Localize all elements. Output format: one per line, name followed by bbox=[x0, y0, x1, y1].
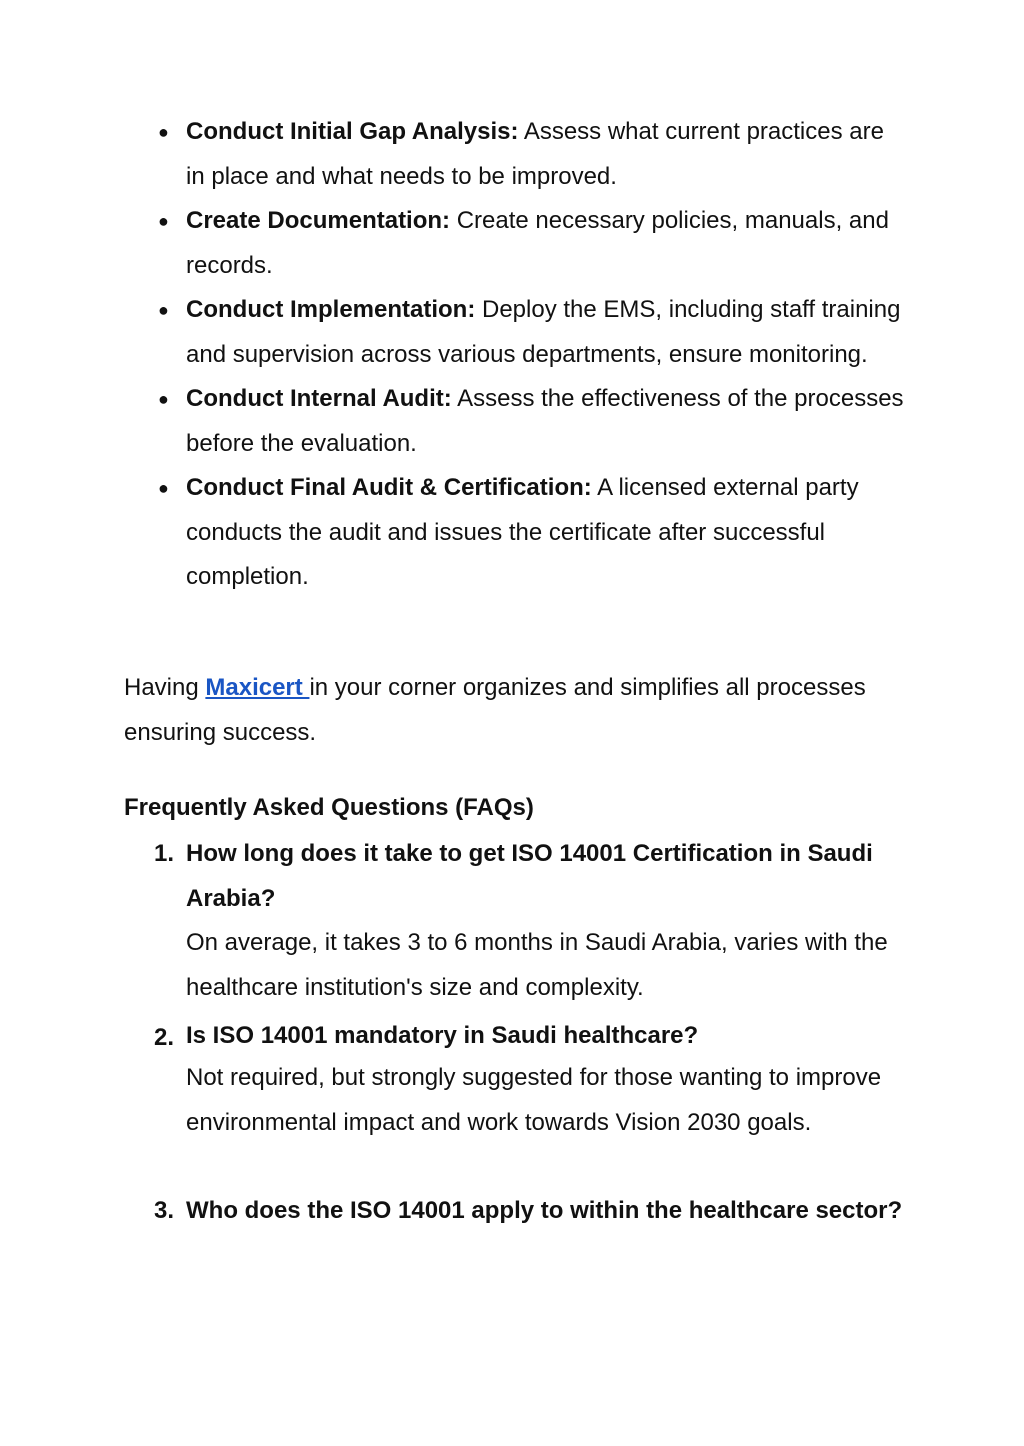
faq-item bbox=[0, 832, 1024, 1010]
closing-paragraph bbox=[124, 666, 904, 755]
step-title: Conduct Implementation: bbox=[186, 296, 476, 323]
faq-item bbox=[0, 1016, 1024, 1145]
steps-list bbox=[0, 110, 1024, 600]
faq-question: Who does the ISO 14001 apply to within the healthcare sector? bbox=[186, 1197, 903, 1224]
faq-list-continued bbox=[0, 1016, 1024, 1145]
step-title: Create Documentation: bbox=[186, 207, 451, 234]
list-item bbox=[0, 199, 1024, 288]
step-text: Assess the effectiveness of the processes before the evaluation. bbox=[186, 385, 904, 457]
faq-answer: On average, it takes 3 to 6 months in Saudi Arabia, varies with the healthcare institution's size and complexity. bbox=[186, 929, 888, 1001]
faq-list bbox=[0, 832, 1024, 1010]
bullet-icon: ● bbox=[158, 300, 169, 320]
list-item bbox=[0, 110, 1024, 199]
bullet-icon: ● bbox=[158, 211, 169, 231]
closing-text-after: in your corner organizes and simplifies all processes ensuring success. bbox=[124, 674, 866, 746]
step-title: Conduct Initial Gap Analysis: bbox=[186, 118, 519, 145]
faq-list-continued bbox=[0, 1189, 1024, 1234]
step-text: Assess what current practices are in place and what needs to be improved. bbox=[186, 118, 884, 190]
faq-heading: Frequently Asked Questions (FAQs) bbox=[124, 794, 534, 821]
step-title: Conduct Internal Audit: bbox=[186, 385, 452, 412]
closing-text-before: Having bbox=[124, 674, 206, 701]
faq-number: 1. bbox=[154, 840, 175, 867]
maxicert-link[interactable]: Maxicert bbox=[205, 674, 310, 701]
faq-number: 3. bbox=[154, 1197, 175, 1224]
bullet-icon: ● bbox=[158, 389, 169, 409]
step-text: Create necessary policies, manuals, and records. bbox=[186, 207, 889, 279]
list-item bbox=[0, 466, 1024, 600]
bullet-icon: ● bbox=[158, 478, 169, 498]
faq-item bbox=[0, 1189, 1024, 1234]
faq-question: Is ISO 14001 mandatory in Saudi healthcare? bbox=[186, 1022, 699, 1049]
bullet-icon: ● bbox=[158, 122, 169, 142]
step-title: Conduct Final Audit & Certification: bbox=[186, 474, 592, 501]
list-item bbox=[0, 288, 1024, 377]
faq-number: 2. bbox=[154, 1024, 175, 1051]
step-text: A licensed external party conducts the audit and issues the certificate after successful completion. bbox=[186, 474, 859, 590]
faq-answer: Not required, but strongly suggested for those wanting to improve environmental impact and work towards Vision 2030 goals. bbox=[186, 1064, 882, 1136]
list-item bbox=[0, 377, 1024, 466]
faq-question: How long does it take to get ISO 14001 Certification in Saudi Arabia? bbox=[186, 840, 873, 912]
step-text: Deploy the EMS, including staff training and supervision across various departments, ensure monitoring. bbox=[186, 296, 901, 368]
